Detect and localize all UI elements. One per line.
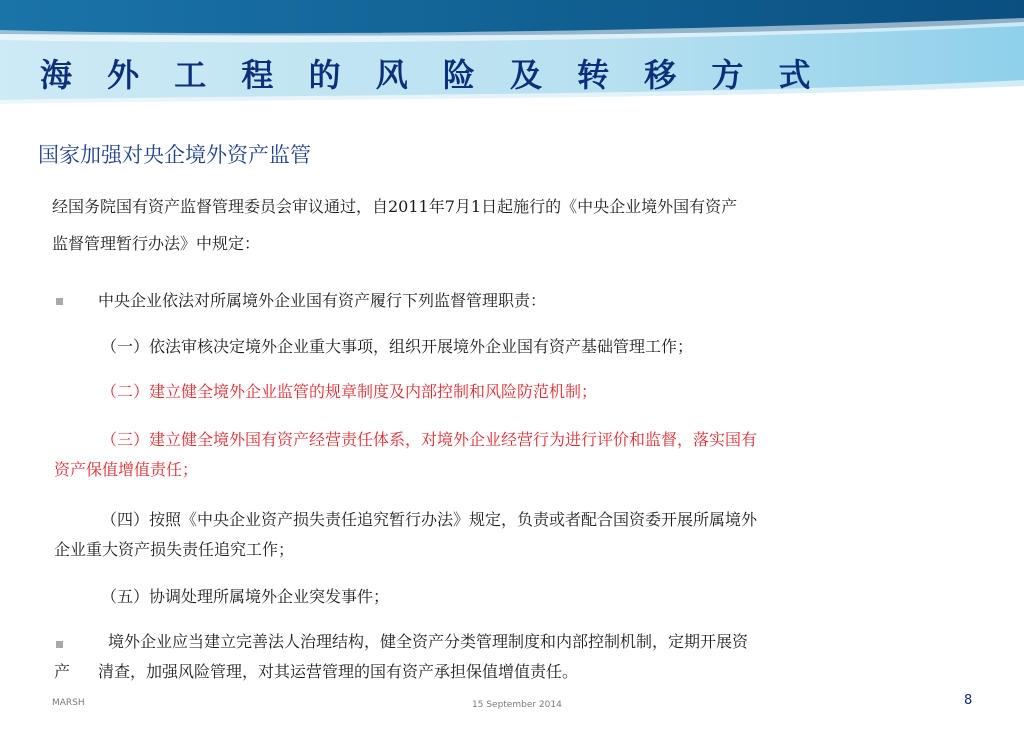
- page-number: 8: [964, 693, 973, 708]
- item-5: （五）协调处理所属境外企业突发事件；: [101, 587, 390, 606]
- intro-line-1: 经国务院国有资产监督管理委员会审议通过，自2011年7月1日起施行的《中央企业境外国有资产: [52, 197, 738, 216]
- item-4-line-2: 企业重大资产损失责任追究工作；: [54, 540, 295, 559]
- item-1: （一）依法审核决定境外企业重大事项，组织开展境外企业国有资产基础管理工作；: [101, 337, 694, 356]
- bullet-1-text: 中央企业依法对所属境外企业国有资产履行下列监督管理职责：: [98, 291, 547, 310]
- item-2: （二）建立健全境外企业监管的规章制度及内部控制和风险防范机制；: [101, 382, 598, 401]
- item-4-line-1: （四）按照《中央企业资产损失责任追究暂行办法》规定，负责或者配合国资委开展所属境外: [101, 510, 758, 529]
- bullet-square-icon: [56, 298, 63, 305]
- bullet-2-line-1: 境外企业应当建立完善法人治理结构，健全资产分类管理制度和内部控制机制，定期开展资: [108, 632, 749, 651]
- bullet-square-icon: [56, 641, 63, 648]
- footer-brand: MARSH: [52, 698, 85, 708]
- bullet-2-line-2: 清查，加强风险管理，对其运营管理的国有资产承担保值增值责任。: [98, 662, 579, 681]
- slide-subtitle: 国家加强对央企境外资产监管: [38, 143, 311, 167]
- bullet-2-line-2-start: 产: [54, 662, 71, 681]
- item-3-line-1: （三）建立健全境外国有资产经营责任体系，对境外企业经营行为进行评价和监督，落实国有: [101, 430, 758, 449]
- item-3-line-2: 资产保值增值责任；: [54, 460, 199, 479]
- footer-date: 15 September 2014: [472, 700, 562, 710]
- slide-title: 海 外 工 程 的 风 险 及 转 移 方 式: [40, 56, 823, 94]
- intro-line-2: 监督管理暂行办法》中规定：: [52, 234, 261, 253]
